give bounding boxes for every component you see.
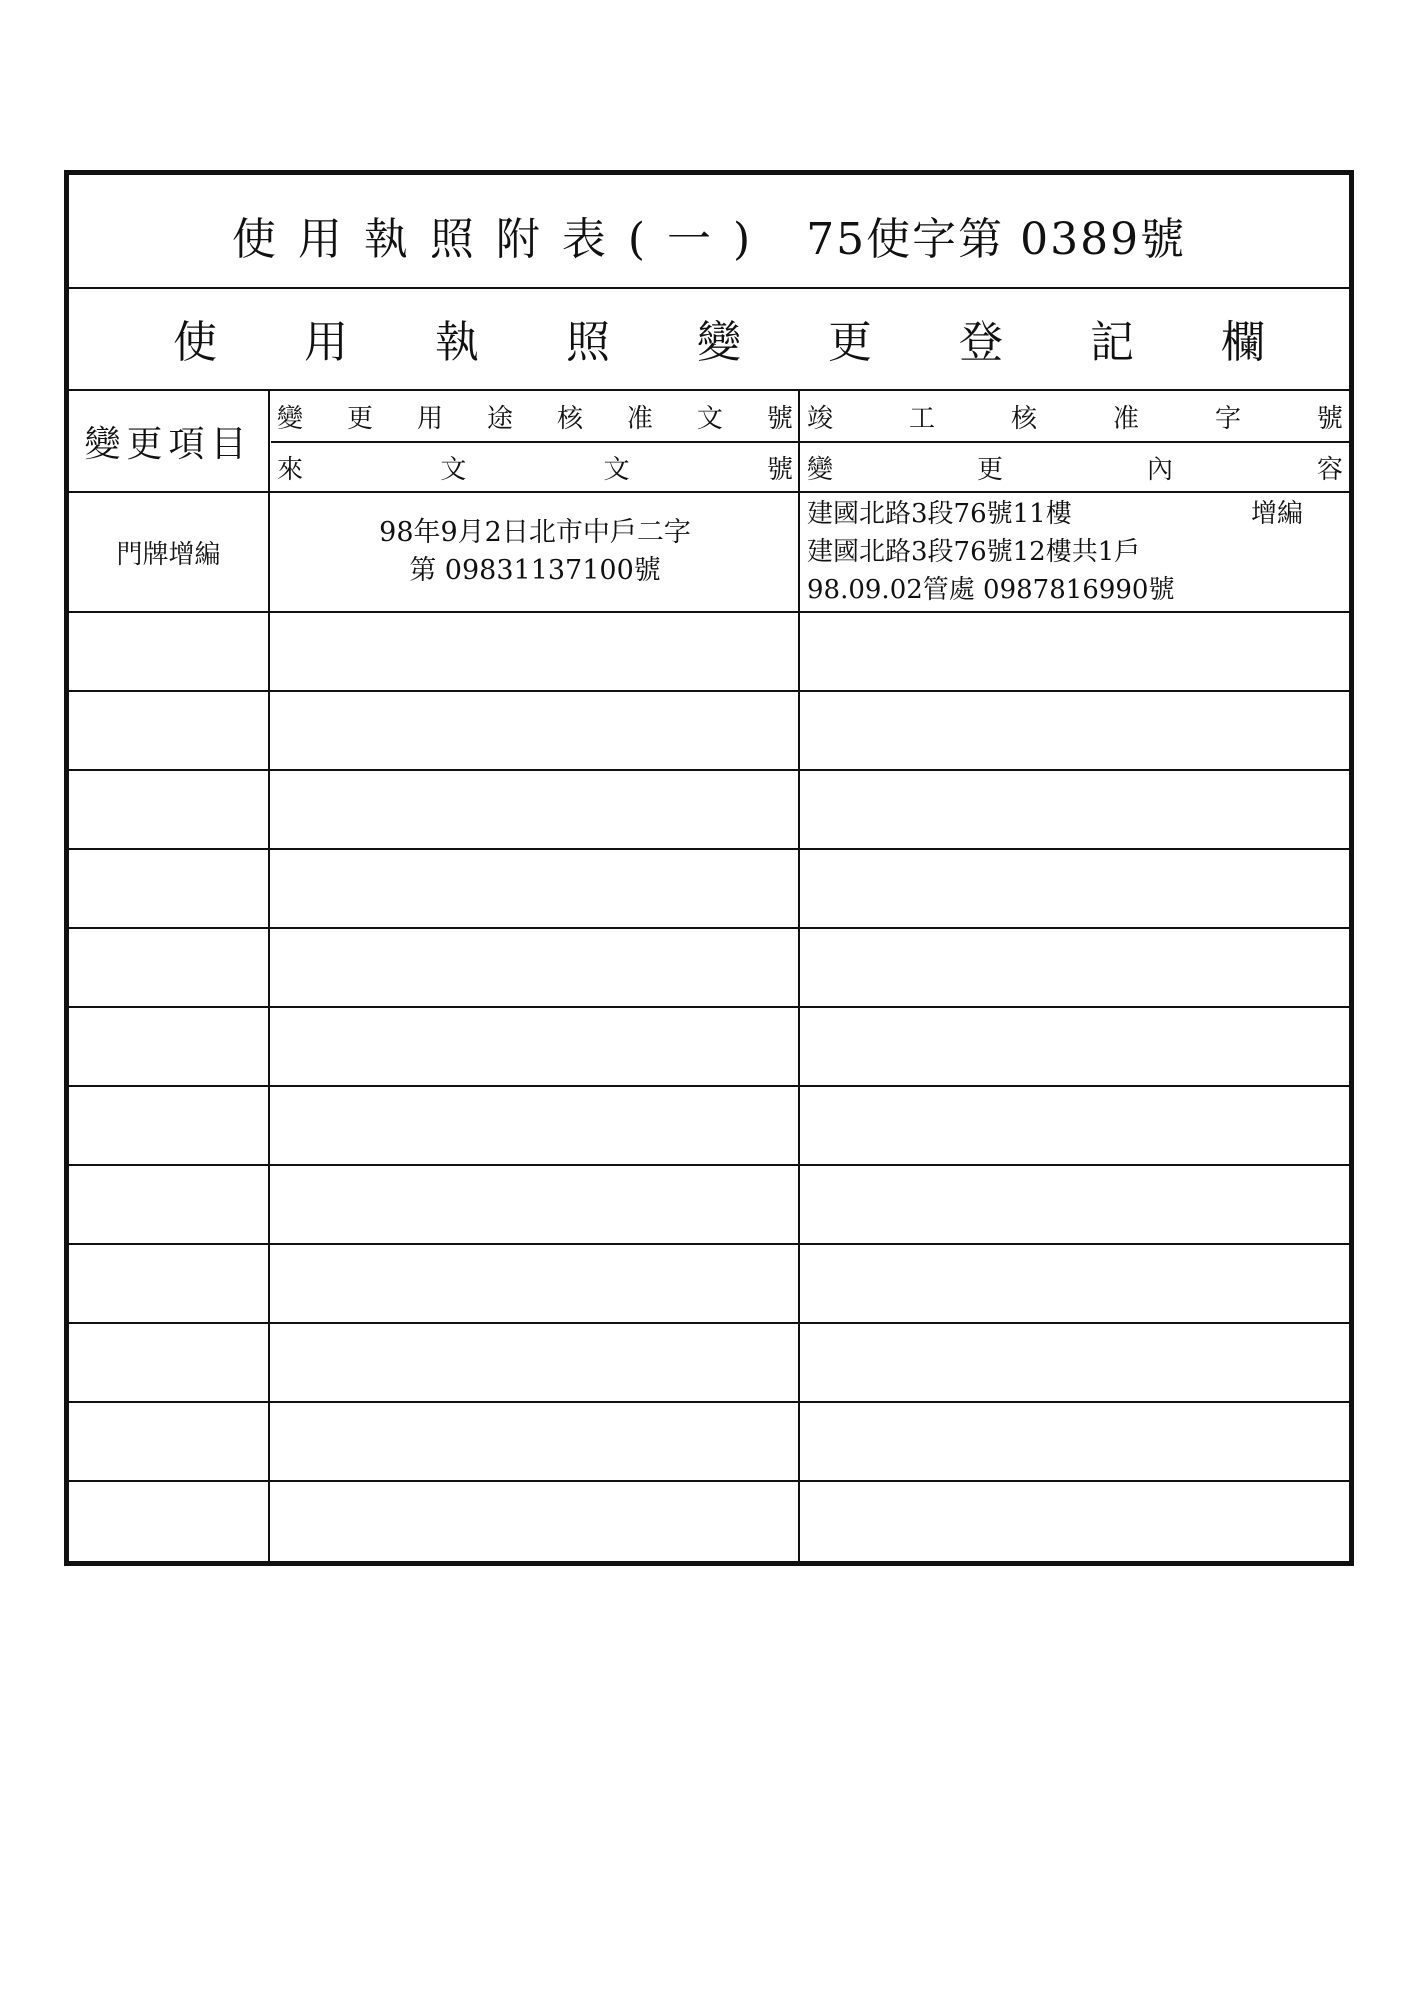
- subtitle-char: 記: [1090, 317, 1134, 368]
- row-content-tag: 增編: [1250, 499, 1303, 529]
- row-content-line: 建國北路3段76號12樓共1戶: [807, 537, 1141, 567]
- row-divider: [69, 1085, 1349, 1087]
- header-char: 字: [1214, 403, 1241, 434]
- header-char: 容: [1316, 454, 1343, 485]
- row-doc-number: [271, 493, 799, 611]
- header-char: 准: [626, 403, 653, 434]
- divider: [271, 441, 1349, 443]
- subtitle-char: 登: [959, 317, 1003, 368]
- form-title-number: 75使字第 0389號: [806, 214, 1187, 265]
- subtitle-char: 照: [566, 317, 610, 368]
- form-subtitle: [69, 289, 1349, 387]
- header-char: 內: [1146, 454, 1173, 485]
- header-completion-no: [801, 391, 1349, 441]
- row-divider: [69, 1164, 1349, 1166]
- header-char: 號: [1316, 403, 1343, 434]
- header-char: 文: [603, 454, 630, 485]
- row-divider: [69, 1006, 1349, 1008]
- row-divider: [69, 1322, 1349, 1324]
- form-title: [69, 185, 1349, 285]
- row-divider: [69, 1480, 1349, 1482]
- header-char: 更: [976, 454, 1003, 485]
- row-divider: [69, 1401, 1349, 1403]
- header-char: 變: [807, 454, 834, 485]
- subtitle-char: 用: [304, 317, 348, 368]
- row-divider: [69, 690, 1349, 692]
- row-content-line: [807, 495, 1343, 533]
- divider: [69, 611, 1349, 613]
- row-divider: [69, 927, 1349, 929]
- row-doc-line: 98年9月2日北市中戶二字: [379, 517, 691, 548]
- row-content-text: 建國北路3段76號11樓: [807, 499, 1072, 529]
- header-char: 核: [556, 403, 583, 434]
- row-content-line: 98.09.02管處 0987816990號: [807, 575, 1175, 605]
- header-incoming-doc-no: [271, 443, 799, 491]
- row-item: 門牌增編: [116, 539, 221, 570]
- header-char: 來: [277, 454, 304, 485]
- header-char: 途: [486, 403, 513, 434]
- header-char: 號: [766, 454, 793, 485]
- row-divider: [69, 769, 1349, 771]
- subtitle-char: 執: [435, 317, 479, 368]
- header-char: 變: [277, 403, 304, 434]
- header-char: 更: [346, 403, 373, 434]
- column-divider: [268, 389, 270, 1561]
- subtitle-char: 更: [828, 317, 872, 368]
- header-char: 核: [1010, 403, 1037, 434]
- header-char: 文: [440, 454, 467, 485]
- header-change-item: 變更項目: [84, 423, 253, 465]
- row-divider: [69, 1243, 1349, 1245]
- row-doc-line: 第 09831137100號: [409, 555, 661, 586]
- header-char: 文: [696, 403, 723, 434]
- header-approval-doc-no: [271, 391, 799, 441]
- header-change-content: [801, 443, 1349, 491]
- row-change-content: [801, 493, 1349, 611]
- column-divider: [798, 389, 800, 1561]
- subtitle-char: 使: [173, 317, 217, 368]
- header-char: 工: [908, 403, 935, 434]
- header-char: 竣: [807, 403, 834, 434]
- form-title-main: 使用執照附表(一): [231, 214, 773, 265]
- header-char: 號: [766, 403, 793, 434]
- header-char: 准: [1112, 403, 1139, 434]
- header-char: 用: [416, 403, 443, 434]
- row-divider: [69, 848, 1349, 850]
- subtitle-char: 變: [697, 317, 741, 368]
- subtitle-char: 欄: [1221, 317, 1265, 368]
- registration-form: [64, 170, 1354, 1566]
